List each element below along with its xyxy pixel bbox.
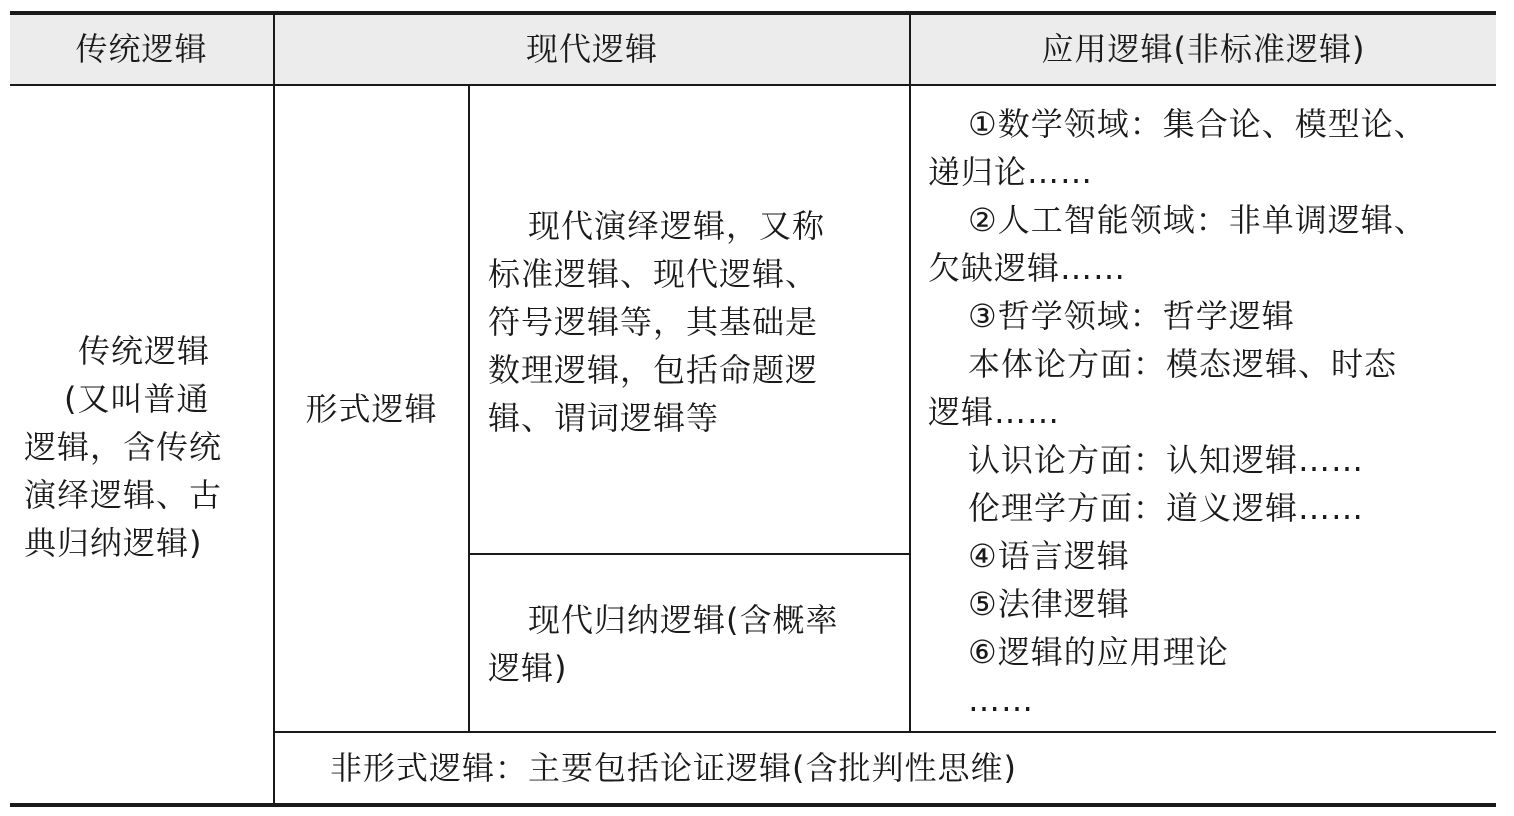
- deductive-inductive-divider: [469, 553, 910, 555]
- header-modern-logic: [275, 14, 909, 84]
- formal-logic-label: 形式逻辑: [305, 389, 438, 428]
- deductive-line-3: 符号逻辑等，其基础是: [488, 303, 819, 341]
- traditional-line-3: 逻辑，含传统: [24, 428, 223, 466]
- applied-logic-cell: [928, 100, 1494, 724]
- applied-item-etc: ……: [968, 681, 1034, 719]
- applied-item-ai-cont: 欠缺逻辑……: [928, 249, 1127, 287]
- applied-item-math: ①数学领域：集合论、模型论、: [968, 105, 1427, 143]
- applied-item-ethics: 伦理学方面：道义逻辑……: [968, 489, 1365, 527]
- formal-logic-cell: [275, 86, 468, 731]
- traditional-logic-cell: [24, 327, 264, 567]
- inductive-line-1: 现代归纳逻辑(含概率: [528, 601, 839, 639]
- applied-item-theory: ⑥逻辑的应用理论: [968, 633, 1229, 671]
- header-bottom-rule: [10, 84, 1496, 86]
- header-applied-logic: [911, 14, 1496, 84]
- applied-item-math-cont: 递归论……: [928, 153, 1094, 191]
- deductive-line-1: 现代演绎逻辑，又称: [528, 207, 826, 245]
- header-applied-logic-text: 应用逻辑(非标准逻辑): [1041, 30, 1366, 68]
- header-traditional-logic-text: 传统逻辑: [75, 30, 208, 68]
- inductive-line-2: 逻辑): [488, 649, 568, 687]
- informal-logic-top-rule: [275, 731, 1496, 733]
- applied-item-epistemology: 认识论方面：认知逻辑……: [968, 441, 1365, 479]
- traditional-line-4: 演绎逻辑、古: [24, 476, 223, 514]
- applied-item-ai: ②人工智能领域：非单调逻辑、: [968, 201, 1427, 239]
- traditional-line-2: (又叫普通: [64, 380, 210, 418]
- applied-item-ontology: 本体论方面：模态逻辑、时态: [968, 345, 1398, 383]
- col-divider-2: [909, 14, 911, 732]
- applied-item-law: ⑤法律逻辑: [968, 585, 1130, 623]
- applied-item-ontology-cont: 逻辑……: [928, 393, 1061, 431]
- modern-inductive-logic-cell: [488, 596, 898, 692]
- traditional-line-5: 典归纳逻辑): [24, 524, 203, 562]
- bottom-rule: [10, 803, 1496, 807]
- modern-deductive-logic-cell: [488, 202, 898, 442]
- applied-item-language: ④语言逻辑: [968, 537, 1130, 575]
- informal-logic-cell: [330, 744, 1490, 792]
- informal-logic-text: 非形式逻辑：主要包括论证逻辑(含批判性思维): [330, 749, 1017, 787]
- header-modern-logic-text: 现代逻辑: [525, 30, 658, 68]
- deductive-line-2: 标准逻辑、现代逻辑、: [488, 255, 819, 293]
- traditional-line-1: 传统逻辑: [77, 332, 210, 370]
- header-traditional-logic: [10, 14, 273, 84]
- applied-item-philosophy: ③哲学领域：哲学逻辑: [968, 297, 1295, 335]
- deductive-line-4: 数理逻辑，包括命题逻: [488, 351, 819, 389]
- formal-logic-divider: [468, 86, 470, 732]
- deductive-line-5: 辑、谓词逻辑等: [488, 399, 720, 437]
